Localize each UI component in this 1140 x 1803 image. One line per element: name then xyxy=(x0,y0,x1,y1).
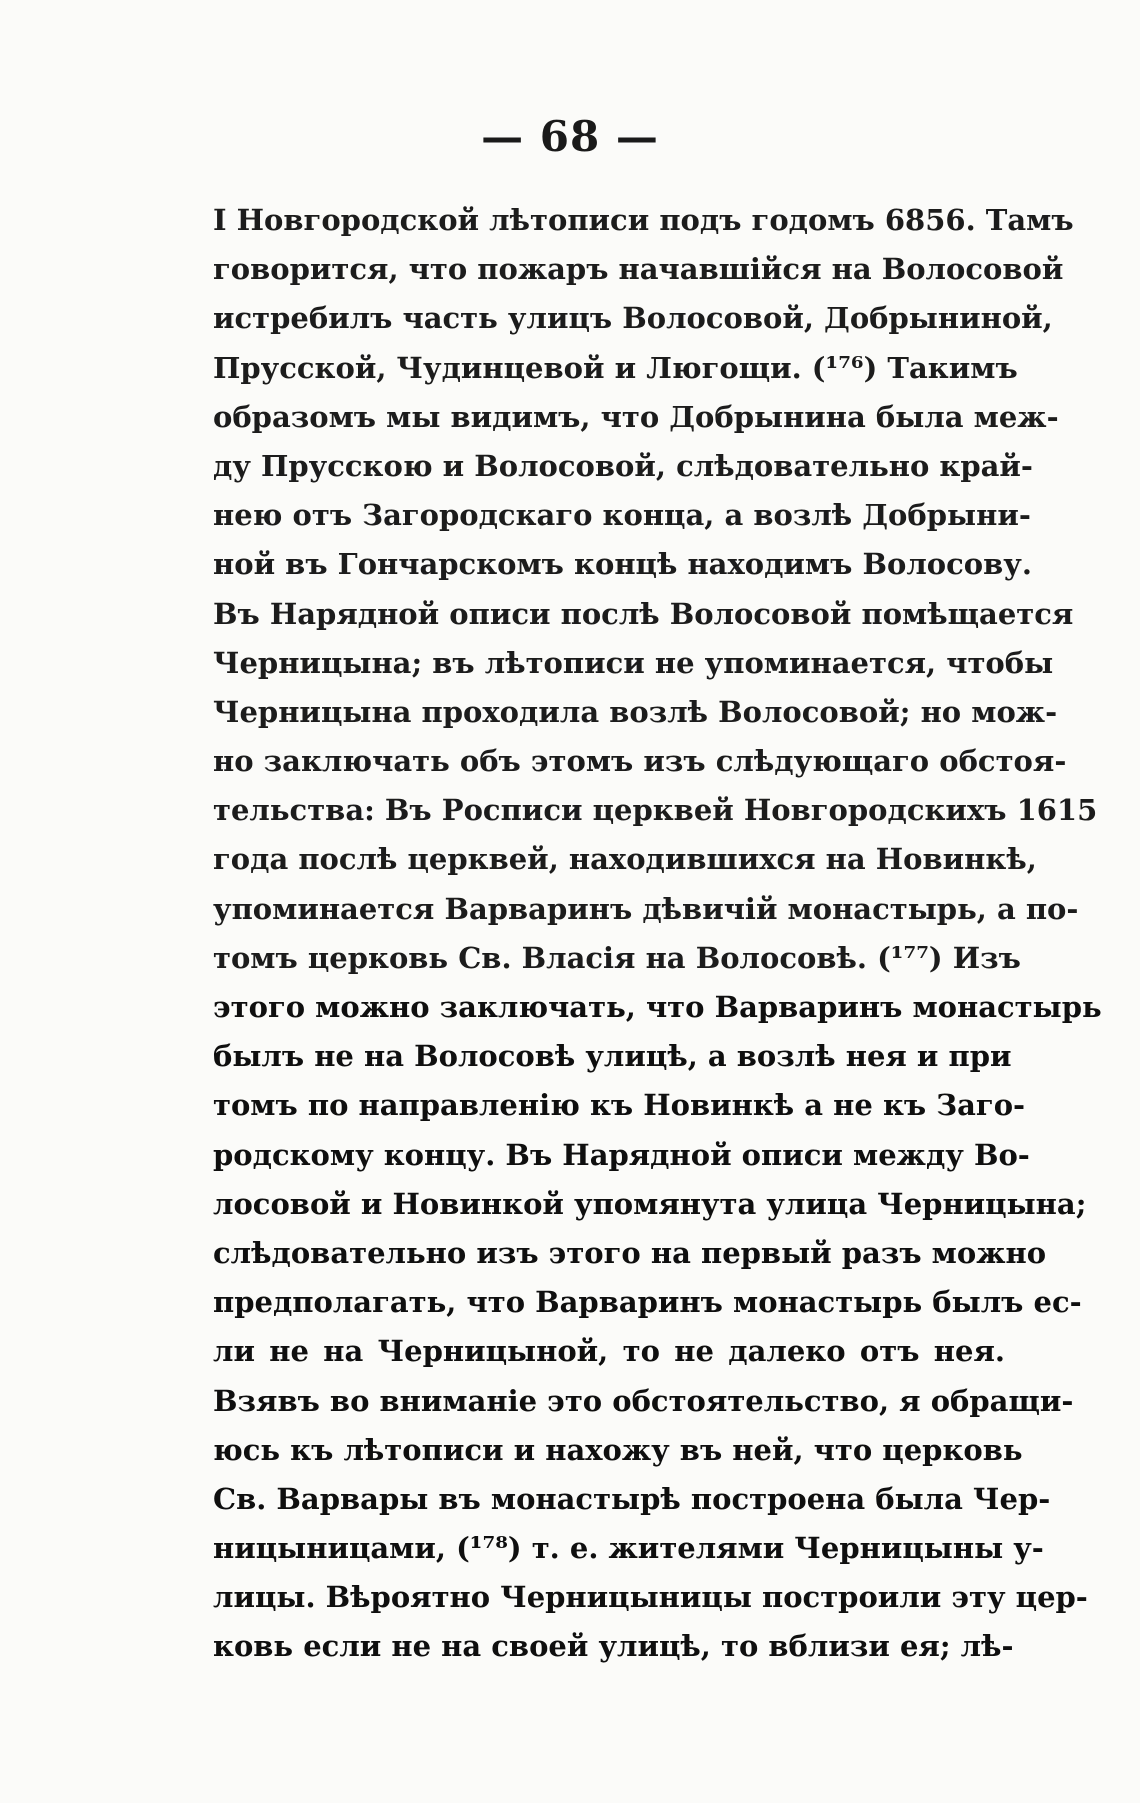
text-line-20: родскому концу. Въ Нарядной описи между Во- xyxy=(213,1137,1030,1172)
text-line-26: юсь къ лѣтописи и нахожу въ ней, что церковь xyxy=(213,1432,1023,1467)
text-line-28: ницыницами, (¹⁷⁸) т. е. жителями Черницыны у- xyxy=(213,1531,1044,1566)
text-line-9: Въ Нарядной описи послѣ Волосовой помѣщается xyxy=(213,596,1074,631)
text-line-3: истребилъ часть улицъ Волосовой, Добрыниной, xyxy=(213,301,1053,336)
text-line-18: былъ не на Волосовѣ улицѣ, а возлѣ нея и при xyxy=(213,1039,1012,1074)
text-line-27: Св. Варвары въ монастырѣ построена была Чер- xyxy=(213,1481,1051,1516)
text-line-16: томъ церковь Св. Власія на Волосовѣ. (¹⁷⁷) Изъ xyxy=(213,940,1021,975)
text-line-22: слѣдовательно изъ этого на первый разъ можно xyxy=(213,1235,1047,1270)
text-line-12: но заключать объ этомъ изъ слѣдующаго обстоя- xyxy=(213,744,1067,779)
text-line-29: лицы. Вѣроятно Черницыницы построили эту цер- xyxy=(213,1580,1088,1615)
text-line-25: Взявъ во вниманіе это обстоятельство, я обращи- xyxy=(213,1383,1074,1418)
text-line-15: упоминается Варваринъ дѣвичій монастырь, а по- xyxy=(213,891,1079,926)
text-line-7: нею отъ Загородскаго конца, а возлѣ Добрыни- xyxy=(213,498,1031,533)
text-line-19: томъ по направленію къ Новинкѣ а не къ Заго- xyxy=(213,1088,1026,1123)
body-text xyxy=(213,196,1102,1672)
text-line-13: тельства: Въ Росписи церквей Новгородскихъ 1615 xyxy=(213,793,1098,828)
text-line-8: ной въ Гончарскомъ концѣ находимъ Волосову. xyxy=(213,547,1032,582)
text-line-11: Черницына проходила возлѣ Волосовой; но мож- xyxy=(213,694,1058,729)
text-line-24: ли не на Черницыной, то не далеко отъ нея. xyxy=(213,1334,1005,1369)
text-line-2: говорится, что пожаръ начавшійся на Волосовой xyxy=(213,252,1064,287)
text-line-4: Прусской, Чудинцевой и Люгощи. (¹⁷⁶) Такимъ xyxy=(213,350,1018,385)
page-number: — 68 — xyxy=(481,112,659,161)
text-line-17: этого можно заключать, что Варваринъ монастырь xyxy=(213,990,1102,1024)
text-line-14: года послѣ церквей, находившихся на Новинкѣ, xyxy=(213,842,1037,877)
text-line-30: ковь если не на своей улицѣ, то вблизи ея; лѣ- xyxy=(213,1629,1014,1664)
text-line-1: I Новгородской лѣтописи подъ годомъ 6856. Тамъ xyxy=(213,203,1074,237)
text-line-5: образомъ мы видимъ, что Добрынина была меж- xyxy=(213,399,1059,434)
text-line-6: ду Прусскою и Волосовой, слѣдовательно край- xyxy=(213,448,1033,483)
text-line-23: предполагать, что Варваринъ монастырь былъ ес- xyxy=(213,1285,1082,1320)
text-line-21: лосовой и Новинкой упомянута улица Черницына; xyxy=(213,1186,1087,1221)
text-line-10: Черницына; въ лѣтописи не упоминается, чтобы xyxy=(213,645,1054,680)
